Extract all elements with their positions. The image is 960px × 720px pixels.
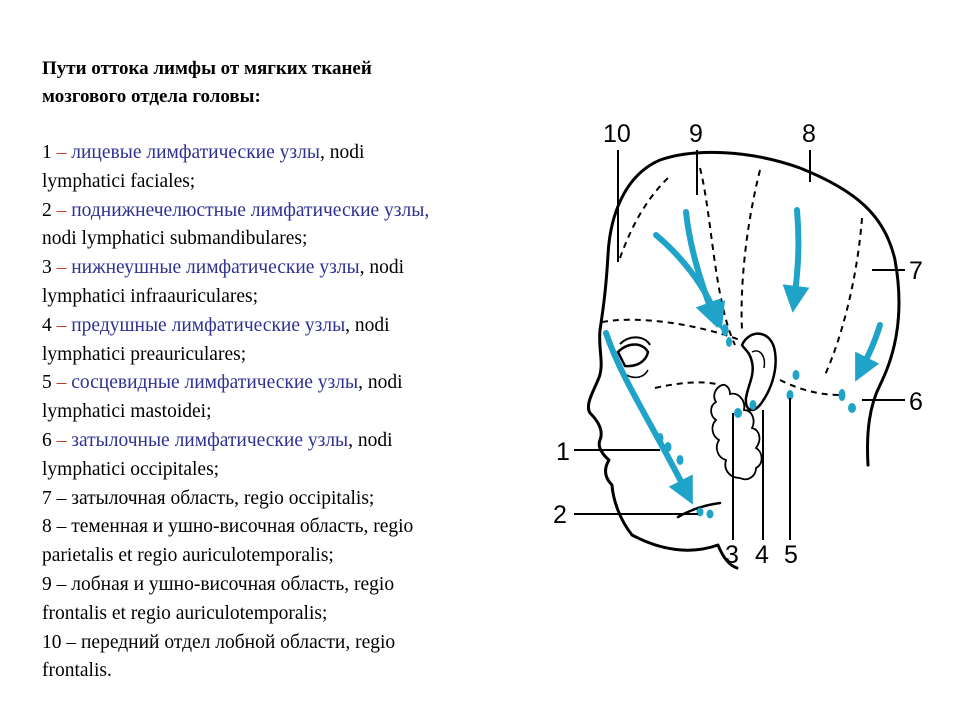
parotid-gland-outline [711, 385, 762, 479]
legend-russian-term: нижнеушные лимфатические узлы [71, 257, 360, 279]
legend-item-6 [42, 427, 582, 485]
lymph-node [750, 400, 757, 410]
legend-dash: – [51, 429, 72, 451]
legend-number: 4 [42, 314, 52, 336]
ear-inner-line [752, 351, 764, 368]
legend-item-1 [42, 139, 582, 197]
legend-tail: , nodi [348, 429, 393, 451]
legend-number: 8 [42, 516, 52, 538]
lymph-node [665, 442, 672, 452]
legend-item-4 [42, 312, 582, 370]
legend-tail: , nodi [345, 314, 390, 336]
callout-3: 3 [725, 541, 739, 569]
lymph-arrow [794, 210, 798, 302]
legend-russian-term: поднижнечелюстные лимфатические узлы, [71, 199, 430, 221]
title-line: мозгового отдела головы: [42, 86, 261, 107]
legend-latin-term: lymphatici preauriculares; [42, 343, 247, 365]
legend-item-8 [42, 513, 582, 571]
legend-dash: – [51, 257, 72, 279]
callout-5: 5 [784, 541, 798, 569]
lymph-node [848, 403, 856, 413]
callout-4: 4 [755, 541, 769, 569]
boundary-forehead-brow [602, 320, 740, 340]
title-line: Пути оттока лимфы от мягких тканей [42, 58, 372, 79]
eye-outline [618, 345, 648, 367]
legend-item-7 [42, 485, 582, 514]
slide-title [42, 55, 562, 111]
legend-number: 2 [42, 199, 52, 221]
callout-1: 1 [556, 438, 570, 466]
legend-item-2 [42, 197, 582, 255]
legend-number: 9 [42, 573, 52, 595]
legend-item-10 [42, 629, 582, 687]
legend-tail: , nodi [319, 142, 365, 163]
legend-item-5 [42, 369, 582, 427]
lymph-node [707, 510, 714, 519]
legend-latin-term: parietalis et regio auriculotemporalis; [42, 545, 334, 567]
boundary-cheek [655, 382, 720, 388]
head-lymph-diagram [540, 110, 950, 580]
legend-number: 7 [42, 487, 52, 509]
legend-tail: , nodi [358, 372, 403, 394]
legend-number: 10 [42, 631, 62, 653]
lymph-node [697, 508, 704, 517]
legend-item-9 [42, 571, 582, 629]
callout-8: 8 [802, 120, 816, 148]
legend-number: 5 [42, 372, 52, 394]
legend-russian-term: сосцевидные лимфатические узлы [71, 372, 359, 394]
callout-9: 9 [689, 120, 703, 148]
legend-dash: – [51, 314, 72, 336]
legend-latin-term: lymphatici faciales; [42, 170, 196, 192]
legend-dash: – [61, 631, 81, 653]
legend-description: затылочная область, regio occipitalis; [71, 487, 375, 509]
legend-dash: – [51, 372, 72, 394]
legend-latin-term: frontalis. [42, 660, 112, 682]
legend-description: теменная и ушно-височная область, regio [71, 516, 414, 538]
legend-dash: – [51, 199, 72, 221]
callout-10: 10 [603, 120, 631, 148]
legend-description: лобная и ушно-височная область, regio [71, 573, 395, 595]
legend-description: передний отдел лобной области, regio [81, 631, 396, 653]
lymph-node [657, 433, 664, 443]
lymph-node [722, 324, 729, 336]
lymph-node [839, 389, 846, 401]
legend-list [42, 139, 582, 686]
callout-6: 6 [909, 388, 923, 416]
legend-latin-term: frontalis et regio auriculotemporalis; [42, 602, 328, 624]
legend-latin-term: lymphatici infraauriculares; [42, 285, 259, 307]
legend-dash: – [51, 487, 72, 509]
legend-dash: – [51, 142, 72, 163]
legend-item-3 [42, 254, 582, 312]
legend-number: 3 [42, 257, 52, 279]
leader-lines [574, 150, 905, 540]
callout-7: 7 [909, 257, 923, 285]
legend-latin-term: nodi lymphatici submandibulares; [42, 228, 308, 250]
head-outline [588, 152, 899, 568]
lymph-node [677, 455, 684, 465]
legend-latin-term: lymphatici mastoidei; [42, 401, 212, 423]
legend-dash: – [51, 516, 72, 538]
lymph-arrow [860, 325, 880, 372]
lymph-node [734, 408, 742, 418]
legend-latin-term: lymphatici occipitales; [42, 458, 220, 480]
lymph-node [726, 337, 732, 347]
legend-russian-term: предушные лимфатические узлы [71, 314, 346, 336]
legend-number: 1 [42, 142, 52, 163]
legend-russian-term: лицевые лимфатические узлы [71, 142, 320, 163]
boundary-parietal [742, 170, 760, 330]
legend-dash: – [51, 573, 72, 595]
legend-number: 6 [42, 429, 52, 451]
callout-2: 2 [553, 501, 567, 529]
ear-outline [742, 334, 776, 410]
boundary-occipital [825, 218, 862, 375]
legend-tail: , nodi [359, 257, 405, 279]
lymph-node [793, 370, 800, 380]
legend-russian-term: затылочные лимфатические узлы [71, 429, 349, 451]
